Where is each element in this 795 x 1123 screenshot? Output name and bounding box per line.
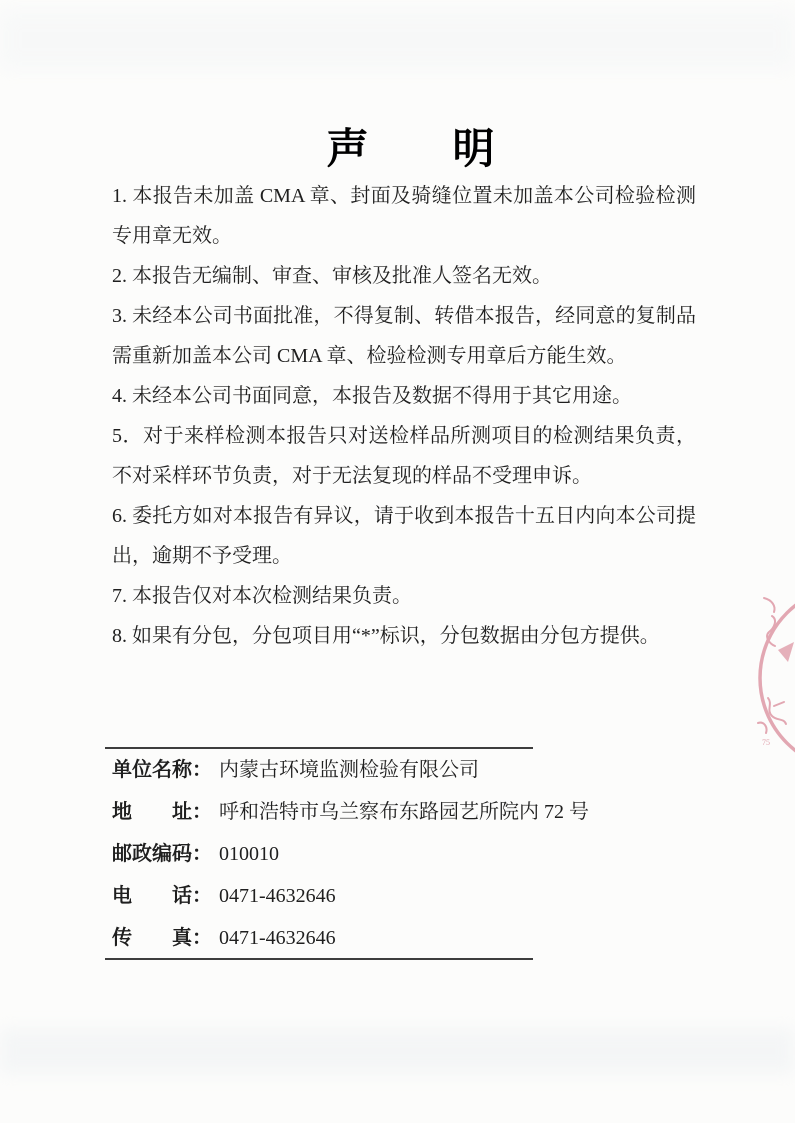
info-label: 邮政编码：: [112, 843, 212, 865]
company-info-rows: [112, 749, 589, 959]
info-row-fax: [112, 917, 585, 959]
scan-smudge: [0, 1028, 795, 1074]
info-value: 0471-4632646: [219, 927, 336, 949]
info-label: 单位名称：: [112, 759, 212, 781]
statement-item-5: 5．对于来样检测本报告只对送检样品所测项目的检测结果负责，不对采样环节负责，对于无法复现的样品不受理申诉。: [112, 425, 696, 487]
statement-item-8: 8. 如果有分包，分包项目用“*”标识，分包数据由分包方提供。: [112, 625, 660, 647]
statement-item-6: 6. 委托方如对本报告有异议，请于收到本报告十五日内向本公司提出，逾期不予受理。: [112, 505, 696, 567]
statement-item-1: 1. 本报告未加盖 CMA 章、封面及骑缝位置未加盖本公司检验检测专用章无效。: [112, 185, 696, 247]
info-value: 0471-4632646: [219, 885, 336, 907]
info-label: 电 话：: [112, 885, 212, 907]
info-row-phone: [112, 875, 585, 917]
scan-smudge: [0, 10, 795, 70]
info-row-address: [112, 791, 589, 833]
statement-list: [112, 176, 696, 656]
statement-item-7: 7. 本报告仅对本次检测结果负责。: [112, 585, 412, 607]
svg-text:75: 75: [762, 738, 770, 747]
info-value: 呼和浩特市乌兰察布东路园艺所院内 72 号: [219, 801, 589, 823]
info-row-company-name: [112, 749, 585, 791]
info-value: 010010: [219, 843, 279, 865]
info-label: 传 真：: [112, 927, 212, 949]
divider-line-bottom: [105, 958, 533, 960]
statement-item-4: 4. 未经本公司书面同意，本报告及数据不得用于其它用途。: [112, 385, 632, 407]
info-row-postal-code: [112, 833, 585, 875]
info-label: 地 址：: [112, 801, 212, 823]
statement-item-2: 2. 本报告无编制、审查、审核及批准人签名无效。: [112, 265, 552, 287]
partial-red-seal-icon: [738, 578, 795, 788]
info-value: 内蒙古环境监测检验有限公司: [219, 759, 479, 781]
company-info-block: [105, 747, 589, 962]
page-title: 声明: [326, 125, 579, 173]
statement-item-3: 3. 未经本公司书面批准，不得复制、转借本报告，经同意的复制品需重新加盖本公司 CMA 章、检验检测专用章后方能生效。: [112, 305, 696, 367]
